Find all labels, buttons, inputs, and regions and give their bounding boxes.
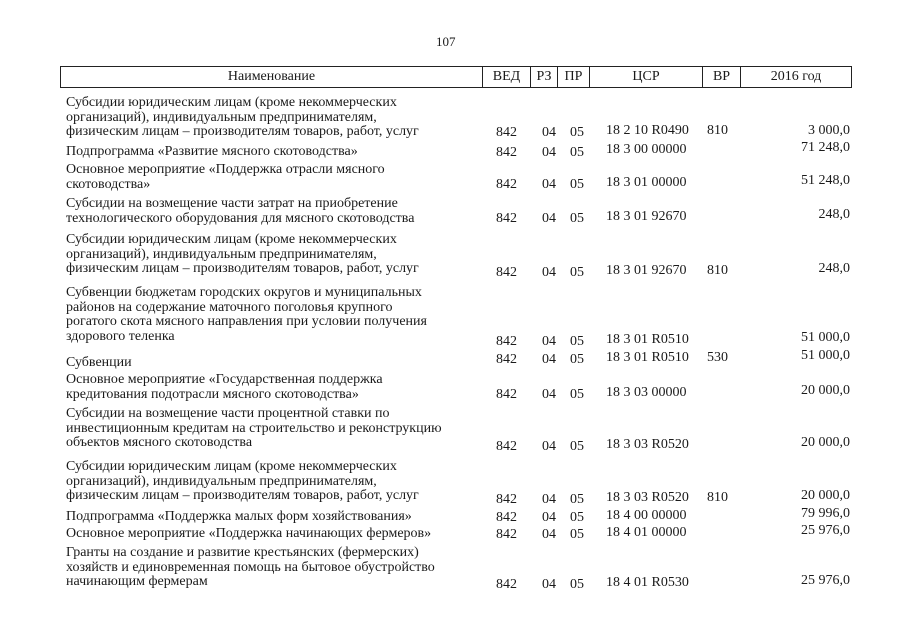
column-header-name: Наименование [227,69,316,84]
row-pr: 05 [570,145,584,160]
row-vr: 810 [707,123,728,138]
row-rz: 04 [542,211,556,226]
row-vr: 810 [707,490,728,505]
row-name: Субсидии на возмещение части затрат на приобретение технологического оборудования для мясного скотоводства [66,196,415,226]
row-csr: 18 3 01 00000 [606,175,687,190]
row-name: Основное мероприятие «Поддержка отрасли мясного скотоводства» [66,162,385,192]
row-name: Субсидии юридическим лицам (кроме некоммерческих организаций), индивидуальным предпринимателям, физическим лицам – производителям товаров, работ, услуг [66,232,419,277]
row-amount: 3 000,0 [808,123,850,138]
row-amount: 71 248,0 [801,140,850,155]
row-amount: 51 000,0 [801,330,850,345]
row-pr: 05 [570,177,584,192]
row-name: Субсидии на возмещение части процентной ставки по инвестиционным кредитам на строительство и реконструкцию объектов мясного скотоводства [66,406,442,451]
row-ved: 842 [496,387,517,402]
row-pr: 05 [570,211,584,226]
row-csr: 18 3 00 00000 [606,142,687,157]
row-name: Гранты на создание и развитие крестьянских (фермерских) хозяйств и единовременная помощь на бытовое обустройство начинающим фермерам [66,545,435,590]
row-rz: 04 [542,387,556,402]
column-header-rz: РЗ [530,67,557,87]
row-pr: 05 [570,265,584,280]
row-rz: 04 [542,492,556,507]
row-ved: 842 [496,527,517,542]
row-rz: 04 [542,265,556,280]
row-pr: 05 [570,352,584,367]
row-amount: 248,0 [818,207,850,222]
row-pr: 05 [570,577,584,592]
row-ved: 842 [496,145,517,160]
column-header-vr: ВР [702,67,740,87]
row-rz: 04 [542,334,556,349]
row-amount: 25 976,0 [801,573,850,588]
row-name: Субвенции бюджетам городских округов и муниципальных районов на содержание маточного поголовья крупного рогатого скота мясного направления при условии получения здорового теленка [66,285,427,344]
row-vr: 810 [707,263,728,278]
row-name: Субвенции [66,355,132,370]
row-csr: 18 4 01 R0530 [606,575,689,590]
row-name: Подпрограмма «Развитие мясного скотоводства» [66,144,358,159]
row-pr: 05 [570,125,584,140]
row-amount: 20 000,0 [801,383,850,398]
row-name: Основное мероприятие «Государственная поддержка кредитования подотрасли мясного скотоводства» [66,372,383,402]
row-name: Основное мероприятие «Поддержка начинающих фермеров» [66,526,432,541]
row-csr: 18 3 03 R0520 [606,437,689,452]
row-ved: 842 [496,265,517,280]
row-amount: 25 976,0 [801,523,850,538]
row-ved: 842 [496,125,517,140]
table-header [60,66,852,88]
row-rz: 04 [542,177,556,192]
row-pr: 05 [570,334,584,349]
row-csr: 18 3 03 00000 [606,385,687,400]
row-rz: 04 [542,527,556,542]
row-name: Субсидии юридическим лицам (кроме некоммерческих организаций), индивидуальным предпринимателям, физическим лицам – производителям товаров, работ, услуг [66,95,419,140]
row-pr: 05 [570,510,584,525]
row-pr: 05 [570,387,584,402]
row-ved: 842 [496,510,517,525]
column-header-year: 2016 год [740,67,851,87]
row-ved: 842 [496,334,517,349]
row-name: Субсидии юридическим лицам (кроме некоммерческих организаций), индивидуальным предпринимателям, физическим лицам – производителям товаров, работ, услуг [66,459,419,504]
row-amount: 20 000,0 [801,488,850,503]
row-pr: 05 [570,527,584,542]
row-csr: 18 2 10 R0490 [606,123,689,138]
row-amount: 51 248,0 [801,173,850,188]
row-csr: 18 3 01 92670 [606,263,687,278]
row-ved: 842 [496,577,517,592]
column-header-ved: ВЕД [482,67,530,87]
page-number: 107 [436,34,456,49]
row-rz: 04 [542,439,556,454]
row-rz: 04 [542,577,556,592]
row-ved: 842 [496,211,517,226]
row-ved: 842 [496,352,517,367]
column-header-pr: ПР [557,67,589,87]
row-csr: 18 4 00 00000 [606,508,687,523]
row-pr: 05 [570,492,584,507]
row-csr: 18 3 01 R0510 [606,332,689,347]
column-header-csr: ЦСР [589,67,702,87]
row-pr: 05 [570,439,584,454]
row-amount: 51 000,0 [801,348,850,363]
row-vr: 530 [707,350,728,365]
row-rz: 04 [542,125,556,140]
row-rz: 04 [542,510,556,525]
row-rz: 04 [542,145,556,160]
row-ved: 842 [496,177,517,192]
row-ved: 842 [496,492,517,507]
row-csr: 18 3 01 92670 [606,209,687,224]
row-csr: 18 4 01 00000 [606,525,687,540]
row-name: Подпрограмма «Поддержка малых форм хозяйствования» [66,509,412,524]
row-amount: 79 996,0 [801,506,850,521]
row-rz: 04 [542,352,556,367]
row-ved: 842 [496,439,517,454]
row-amount: 248,0 [818,261,850,276]
row-csr: 18 3 03 R0520 [606,490,689,505]
row-amount: 20 000,0 [801,435,850,450]
row-csr: 18 3 01 R0510 [606,350,689,365]
